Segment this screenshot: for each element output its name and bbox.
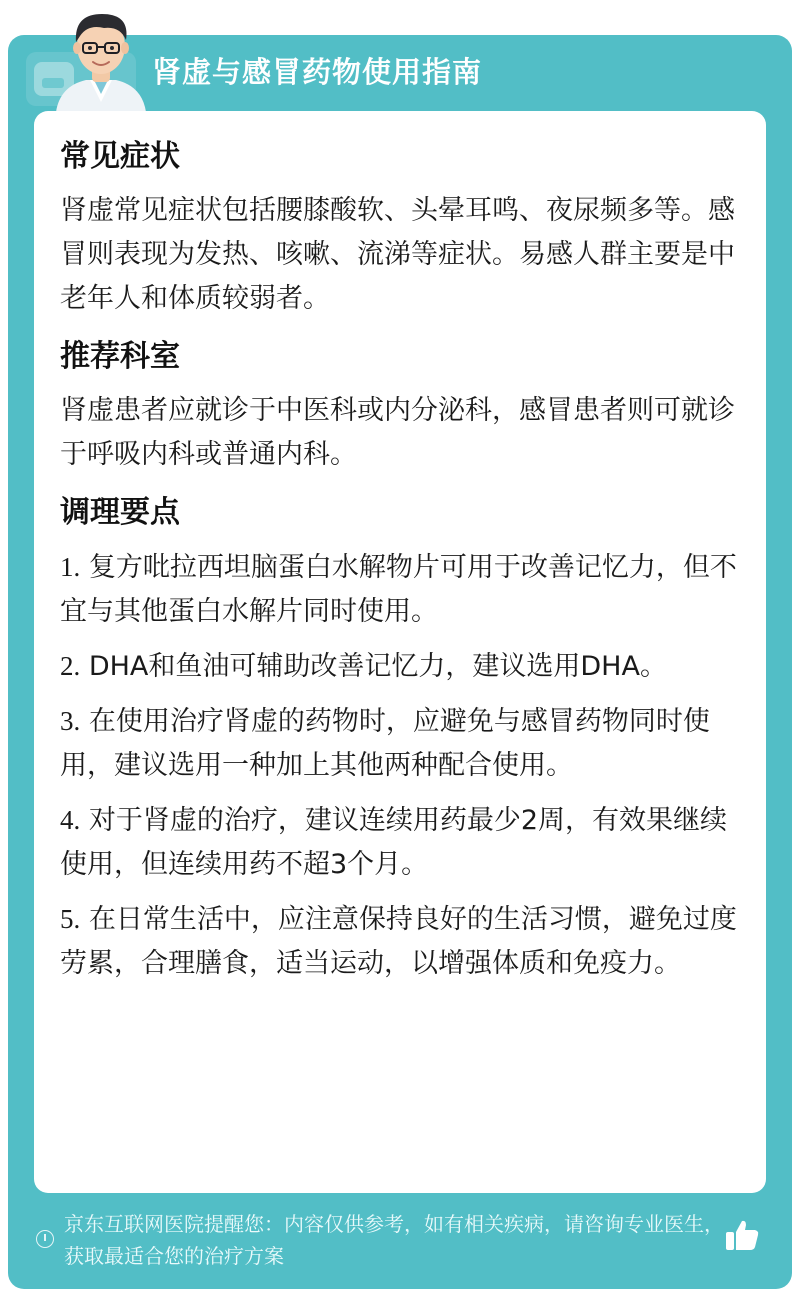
list-item-number: 5.: [60, 904, 81, 934]
list-item-text: 在使用治疗肾虚的药物时，应避免与感冒药物同时使用，建议选用一种加上其他两种配合使用。: [60, 706, 710, 781]
list-item: [60, 897, 750, 986]
list-item: [60, 699, 750, 788]
list-item-number: 1.: [60, 552, 81, 582]
list-item-text: 在日常生活中，应注意保持良好的生活习惯，避免过度劳累，合理膳食，适当运动，以增强体质和免疫力。: [60, 904, 737, 979]
list-item: [60, 798, 750, 887]
list-item-number: 3.: [60, 706, 81, 736]
section-body-symptoms: 肾虚常见症状包括腰膝酸软、头晕耳鸣、夜尿频多等。感冒则表现为发热、咳嗽、流涕等症状。易感人群主要是中老年人和体质较弱者。: [60, 195, 735, 314]
list-item-text: DHA和鱼油可辅助改善记忆力，建议选用DHA。: [80, 651, 667, 682]
content-card: [34, 111, 766, 1193]
list-item-number: 4.: [60, 805, 81, 835]
list-item: [60, 644, 750, 689]
list-item-text: 复方吡拉西坦脑蛋白水解物片可用于改善记忆力，但不宜与其他蛋白水解片同时使用。: [60, 552, 737, 627]
thumbs-up-icon[interactable]: [724, 1218, 760, 1252]
list-item-number: 2.: [60, 651, 81, 681]
content-body: [60, 135, 750, 996]
section-title-care-tips: 调理要点: [60, 495, 180, 530]
footer-notice-text: 京东互联网医院提醒您：内容仅供参考，如有相关疾病，请咨询专业医生，获取最适合您的治疗方案: [64, 1212, 724, 1268]
section-title-symptoms: 常见症状: [60, 139, 180, 174]
list-item-text: 对于肾虚的治疗，建议连续用药最少2周，有效果继续使用，但连续用药不超3个月。: [60, 805, 728, 880]
info-icon: [36, 1230, 54, 1248]
doctor-avatar-icon: [46, 6, 156, 112]
section-body-departments: 肾虚患者应就诊于中医科或内分泌科，感冒患者则可就诊于呼吸内科或普通内科。: [60, 395, 735, 470]
page-title: 肾虚与感冒药物使用指南: [152, 55, 483, 89]
list-item: [60, 545, 750, 634]
section-title-departments: 推荐科室: [60, 339, 180, 374]
